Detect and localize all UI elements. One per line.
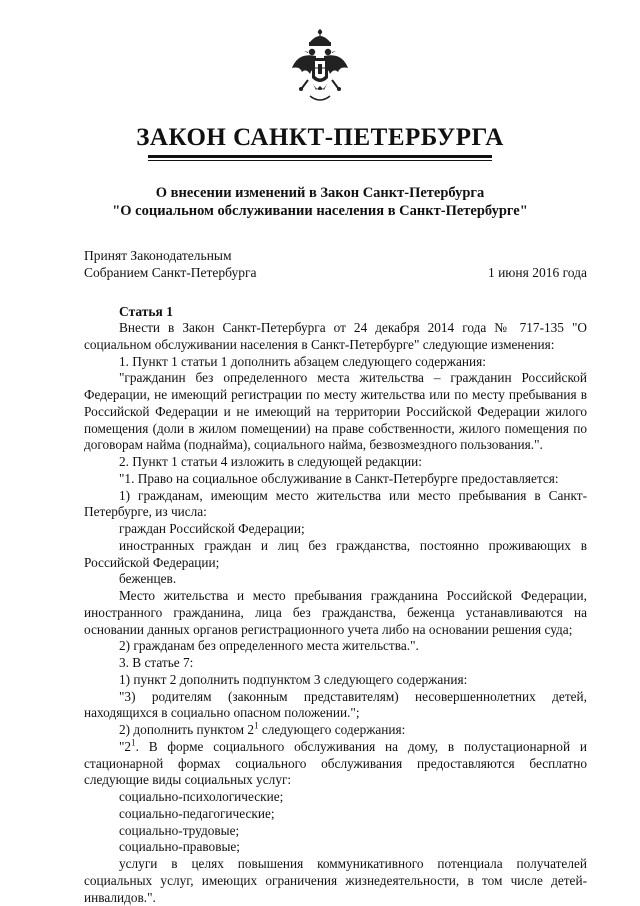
paragraph: "1. Право на социальное обслуживание в Санкт-Петербурге предоставляется: (119, 470, 559, 486)
paragraph: граждан Российской Федерации; (119, 521, 305, 536)
paragraph: Внести в Закон Санкт-Петербурга от 24 декабря 2014 года № 717-135 "О социальном обслуживании населения в Санкт-Петербурге" следующие изменения: (84, 320, 587, 352)
list-item: социально-трудовые; (119, 822, 240, 838)
paragraph: 2. Пункт 1 статьи 4 изложить в следующей редакции: (119, 454, 422, 469)
article-body (84, 320, 587, 906)
coat-of-arms-icon (288, 28, 352, 106)
paragraph-text: 2) дополнить пунктом 2 (119, 722, 255, 737)
paragraph: 1) гражданам, имеющим место жительства или место пребывания в Санкт-Петербурге, из числа: (84, 487, 587, 520)
paragraph: услуги в целях повышения коммуникативного потенциала получателей социальных услуг, имеющих ограничения жизнедеятельности, в том числе детей-инвалидов.". (84, 856, 587, 905)
adopted-by-line2: Собранием Санкт-Петербурга (84, 265, 257, 280)
list-item: социально-психологические; (119, 789, 284, 804)
paragraph: иностранных граждан и лиц без гражданства, постоянно проживающих в Российской Федерации; (84, 537, 587, 570)
paragraph: "3) родителям (законным представителям) несовершеннолетних детей, находящихся в социально опасном положении."; (84, 688, 587, 721)
adoption-date: 1 июня 2016 года (487, 265, 587, 280)
law-subtitle-line1: О внесении изменений в Закон Санкт-Петербурга (155, 185, 485, 201)
paragraph: Место жительства и место пребывания гражданина Российской Федерации, иностранного гражданина, лица без гражданства, беженца устанавливаются на основании данных органов регистрационного учета либо на основании решения суда; (84, 588, 587, 637)
superscript: 1 (254, 720, 259, 731)
paragraph: 1) пункт 2 дополнить подпунктом 3 следующего содержания: (119, 671, 468, 687)
list-item: социально-педагогические; (119, 805, 275, 821)
paragraph: "гражданин без определенного места жительства – гражданин Российской Федерации, не имеющий регистрации по месту жительства или по месту пребывания в Российской Федерации и не имеющий на территории Российской Федерации жилого помещения (доли в жилом помещении) на праве собственности, жилого помещения по договорам найма (поднайма), социального найма, безвозмездного пользования.". (84, 370, 587, 453)
superscript: 1 (131, 737, 136, 748)
paragraph: 2) гражданам без определенного места жительства.". (119, 638, 419, 654)
paragraph (84, 722, 587, 739)
list-item: социально-правовые; (119, 839, 241, 855)
paragraph-text: . В форме социального обслуживания на дому, в полустационарной и стационарной формах социального обслуживания предоставляются бесплатно следующие виды социальных услуг: (84, 738, 587, 788)
paragraph-text: "2 (119, 738, 132, 754)
title-rule-thick (148, 155, 492, 158)
paragraph: 3. В статье 7: (119, 655, 194, 670)
paragraph-text: следующего содержания: (258, 722, 406, 737)
law-subtitle-line2: "О социальном обслуживании населения в Санкт-Петербурге" (112, 203, 528, 219)
article-heading: Статья 1 (119, 304, 173, 319)
paragraph: 1. Пункт 1 статьи 1 дополнить абзацем следующего содержания: (119, 353, 486, 369)
paragraph: беженцев. (119, 571, 177, 587)
adopted-by-line1: Принят Законодательным (84, 248, 232, 263)
paragraph (84, 739, 587, 789)
law-title: ЗАКОН САНКТ-ПЕТЕРБУРГА (136, 124, 504, 151)
title-rule-thin (148, 160, 492, 161)
